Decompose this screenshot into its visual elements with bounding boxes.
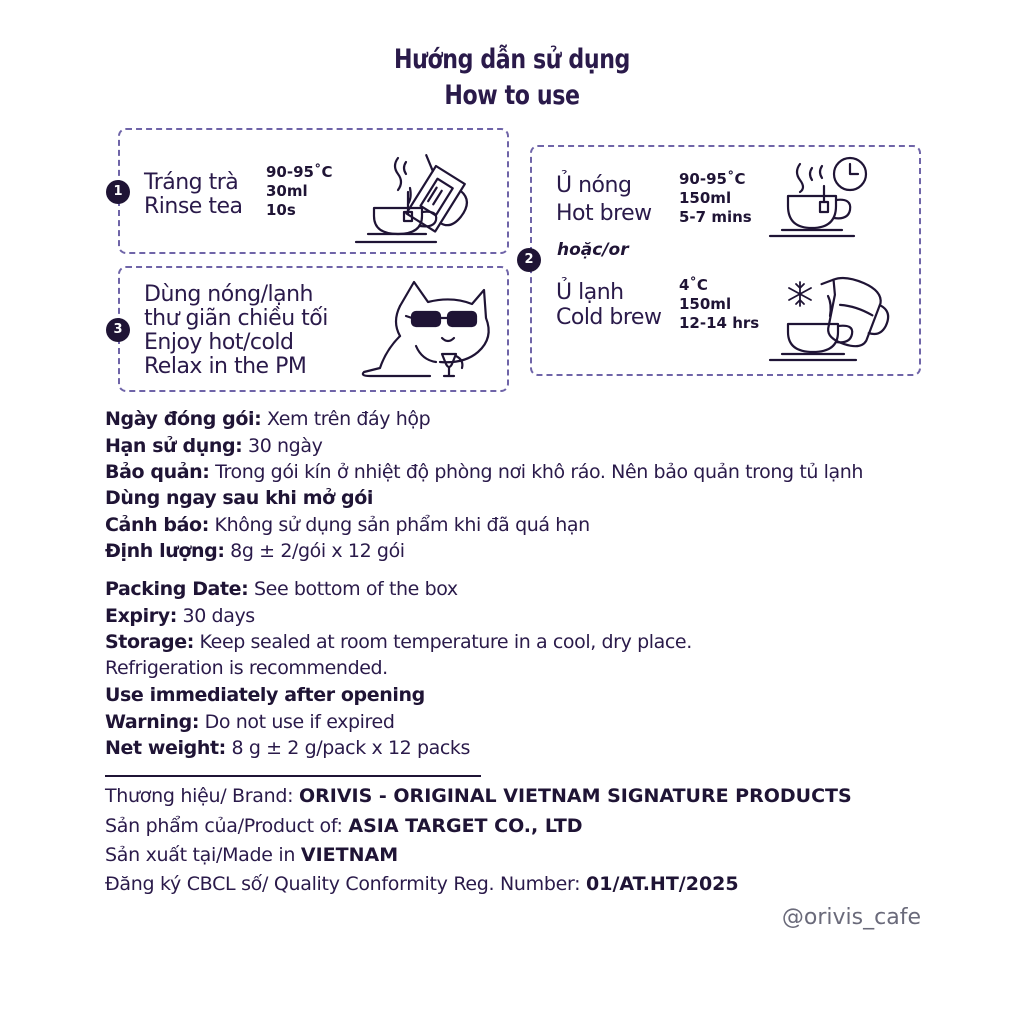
step2-badge: 2 xyxy=(517,248,541,272)
title-en: How to use xyxy=(444,80,580,111)
use-now-vi: Dùng ngay sau khi mở gói xyxy=(105,487,373,509)
net-weight-vi: Định lượng: 8g ± 2/gói x 12 gói xyxy=(105,540,405,562)
packing-date-en: Packing Date: See bottom of the box xyxy=(105,578,458,600)
brand-line: Thương hiệu/ Brand: ORIVIS - ORIGINAL VIETNAM SIGNATURE PRODUCTS xyxy=(105,785,852,807)
storage-vi: Bảo quản: Trong gói kín ở nhiệt độ phòng nơi khô ráo. Nên bảo quản trong tủ lạnh xyxy=(105,461,864,483)
expiry-vi: Hạn sử dụng: 30 ngày xyxy=(105,435,323,457)
step1-temp: 90-95˚C xyxy=(266,163,333,181)
cold-temp: 4˚C xyxy=(679,276,708,294)
hot-tea-clock-icon xyxy=(766,152,876,242)
net-weight-en: Net weight: 8 g ± 2 g/pack x 12 packs xyxy=(105,737,471,759)
step3-line3: Enjoy hot/cold xyxy=(144,330,294,355)
step3-line4: Relax in the PM xyxy=(144,354,307,379)
hot-brew-label-en: Hot brew xyxy=(556,201,652,226)
product-of-line: Sản phẩm của/Product of: ASIA TARGET CO., LTD xyxy=(105,815,583,837)
cold-brew-specs xyxy=(679,276,759,333)
or-label: hoặc/or xyxy=(557,240,629,260)
step3-line2: thư giãn chiều tối xyxy=(144,306,328,331)
hot-temp: 90-95˚C xyxy=(679,170,746,188)
kettle-teacup-icon xyxy=(350,136,490,248)
step3-line1: Dùng nóng/lạnh xyxy=(144,282,313,307)
hot-time: 5-7 mins xyxy=(679,208,752,226)
divider xyxy=(105,775,481,777)
cold-brew-label-vi: Ủ lạnh xyxy=(556,280,624,305)
step1-volume: 30ml xyxy=(266,182,308,200)
social-handle: @orivis_cafe xyxy=(781,905,921,930)
made-in-line: Sản xuất tại/Made in VIETNAM xyxy=(105,844,399,866)
step1-specs xyxy=(266,163,332,220)
warning-en: Warning: Do not use if expired xyxy=(105,711,395,733)
hot-volume: 150ml xyxy=(679,189,732,207)
step1-badge: 1 xyxy=(106,180,130,204)
title-vi: Hướng dẫn sử dụng xyxy=(394,44,630,75)
step1-label-vi: Tráng trà xyxy=(144,170,239,195)
hot-brew-specs xyxy=(679,170,752,227)
cool-cat-icon xyxy=(356,276,496,380)
cold-volume: 150ml xyxy=(679,295,732,313)
cold-brew-pitcher-icon xyxy=(766,262,900,366)
warning-vi: Cảnh báo: Không sử dụng sản phẩm khi đã quá hạn xyxy=(105,514,590,536)
step3-badge: 3 xyxy=(106,318,130,342)
expiry-en: Expiry: 30 days xyxy=(105,605,255,627)
cold-brew-label-en: Cold brew xyxy=(556,305,662,330)
packing-date-vi: Ngày đóng gói: Xem trên đáy hộp xyxy=(105,408,431,430)
cold-time: 12-14 hrs xyxy=(679,314,760,332)
hot-brew-label-vi: Ủ nóng xyxy=(556,173,632,198)
storage-en-2: Refrigeration is recommended. xyxy=(105,657,388,679)
step1-time: 10s xyxy=(266,201,296,219)
storage-en: Storage: Keep sealed at room temperature in a cool, dry place. xyxy=(105,631,692,653)
step1-label-en: Rinse tea xyxy=(144,194,243,219)
reg-number-line: Đăng ký CBCL số/ Quality Conformity Reg. Number: 01/AT.HT/2025 xyxy=(105,873,739,895)
use-now-en: Use immediately after opening xyxy=(105,684,425,706)
